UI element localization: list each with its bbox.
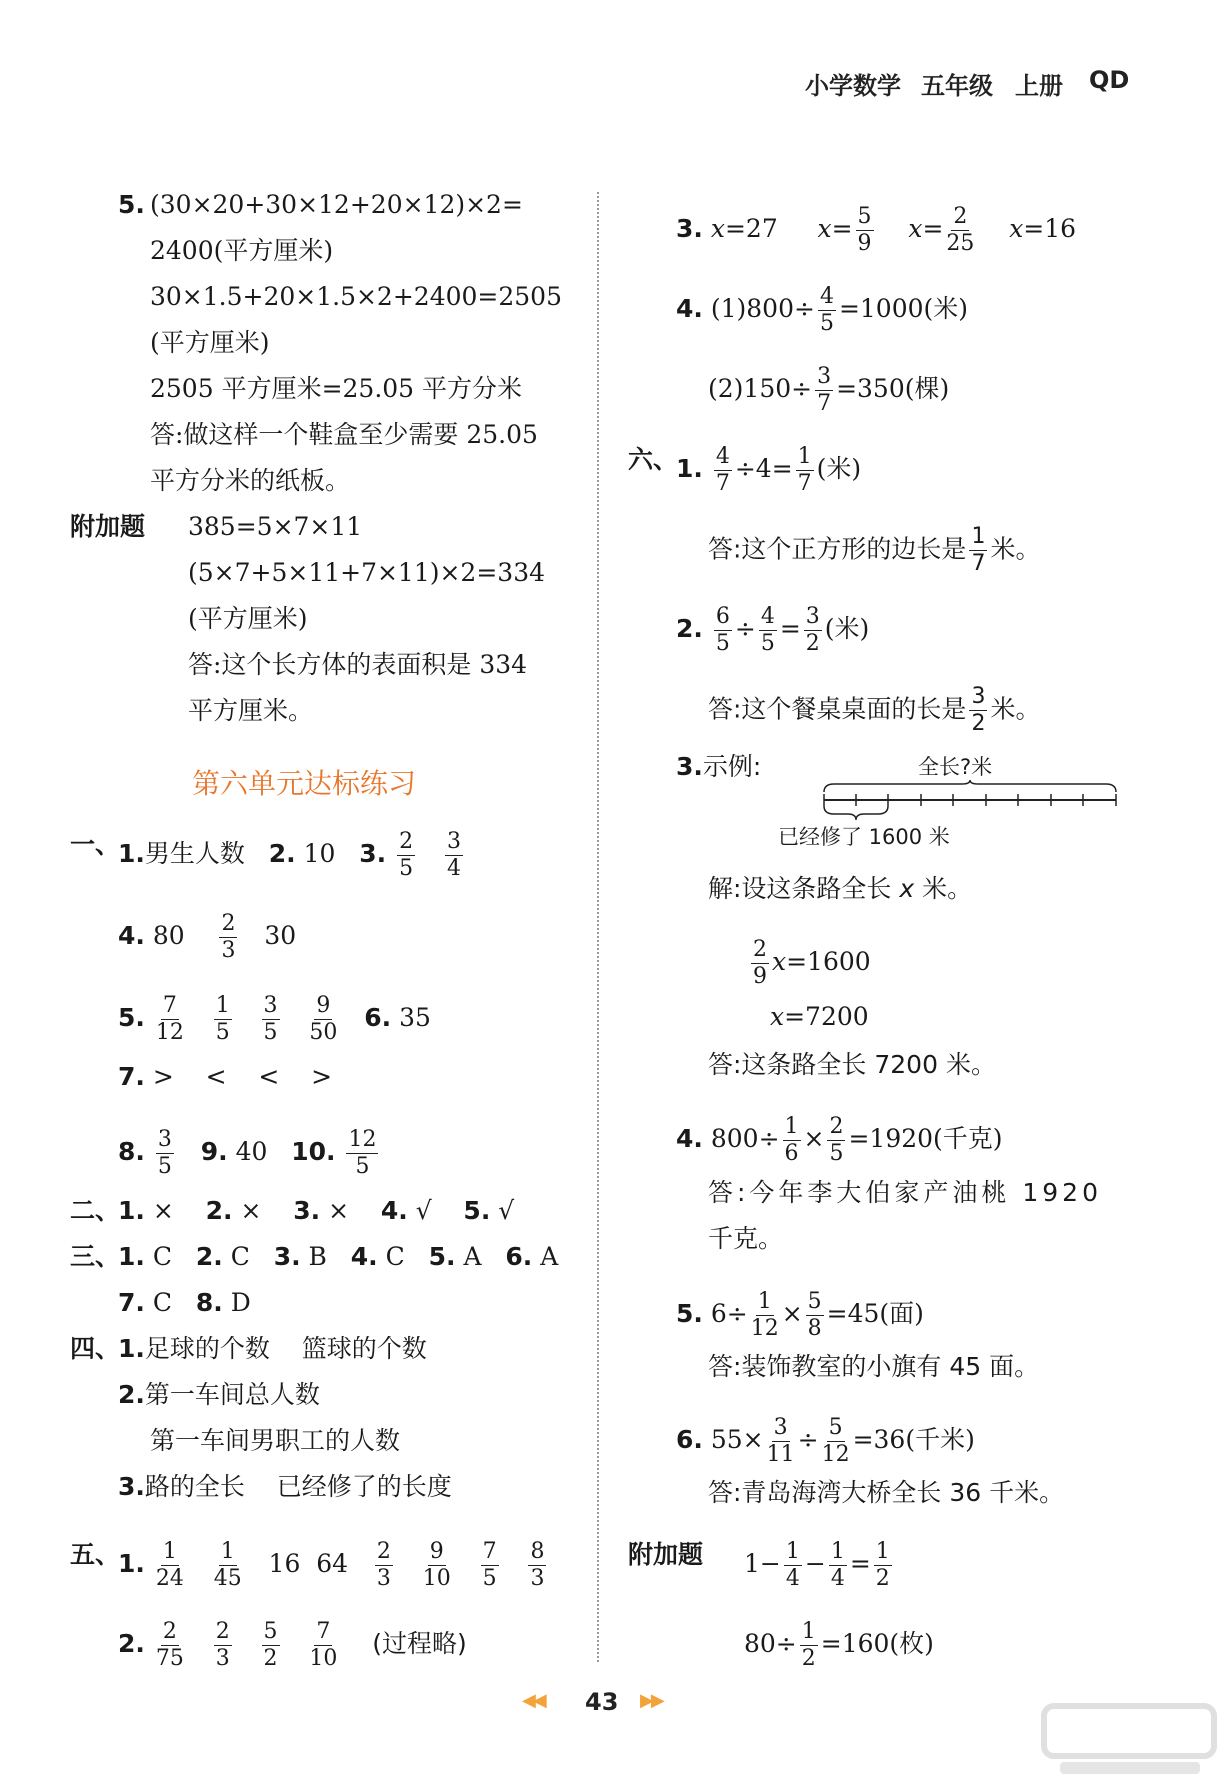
s3-row2: 7. C 8. D (118, 1288, 251, 1317)
s6-q6: 6. 55× $\frac{3}{11}$ ÷ $\frac{5}{12}$ =36(千米) (676, 1415, 975, 1467)
header-volume: 上册 (1015, 72, 1063, 100)
s6-q2-answer: 答:这个餐桌桌面的长是 $\frac{3}{2}$ 米。 (708, 684, 1041, 736)
answer-line: 2505 平方厘米=25.05 平方分米 (150, 374, 523, 403)
s6-q5: 5. 6÷ $\frac{1}{12}$ × $\frac{5}{8}$ =45(面) (676, 1289, 924, 1341)
s6-q3-answer: 答:这条路全长 7200 米。 (708, 1050, 996, 1079)
next-page-icon[interactable]: ▶▶ (640, 1690, 662, 1711)
answer-line: (平方厘米) (150, 328, 270, 357)
page-number: 43 (585, 1688, 619, 1716)
header-grade: 五年级 (921, 72, 993, 100)
s6-q3-label: 3.示例: (676, 752, 762, 781)
extra-label: 附加题 (70, 512, 146, 541)
s2-row: 1. × 2. × 3. × 4. √ 5. √ (118, 1196, 515, 1225)
road-diagram (820, 780, 1120, 822)
answer-line: 平方厘米。 (188, 696, 314, 725)
right-q4-1: 4. (1)800÷ $\frac{4}{5}$ =1000(米) (676, 284, 969, 336)
s6-q4: 4. 800÷ $\frac{1}{6}$ × $\frac{2}{5}$ =1920(千克) (676, 1114, 1003, 1166)
unit-title: 第六单元达标练习 (192, 767, 417, 800)
answer-line: 答:做这样一个鞋盒至少需要 25.05 (150, 420, 538, 449)
right-extra-eq1: 1− $\frac{1}{4}$ − $\frac{1}{4}$ = $\frac{1}{2}$ (744, 1539, 890, 1591)
answer-line: (30×20+30×12+20×12)×2= (150, 190, 523, 219)
extra-label: 附加题 (628, 1540, 704, 1569)
section-label: 二、 (70, 1196, 121, 1225)
diagram-bottom-label: 已经修了 1600 米 (778, 825, 950, 849)
s1-row1: 1.男生人数 2. 10 3. $\frac{2}{5}$ $\frac{3}{4}$ (118, 829, 461, 881)
s5-row1: 1. $\frac{1}{24}$ $\frac{1}{45}$ 16 64 $\frac{2}{3}$ $\frac{9}{10}$ $\frac{7}{5}$ $\frac{8}{3}$ (118, 1539, 545, 1591)
header-edition: QD (1089, 66, 1130, 94)
s1-row5: 8. $\frac{3}{5}$ 9. 40 10. $\frac{12}{5}$ (118, 1127, 377, 1179)
diagram-top-label: 全长?米 (918, 755, 993, 779)
s4-row1: 1.足球的个数 篮球的个数 (118, 1334, 427, 1363)
s6-q6-answer: 答:青岛海湾大桥全长 36 千米。 (708, 1478, 1065, 1507)
answer-line: 2400(平方厘米) (150, 236, 334, 265)
s3-row1: 1. C 2. C 3. B 4. C 5. A 6. A (118, 1242, 559, 1271)
s1-row3: 5. $\frac{7}{12}$ $\frac{1}{5}$ $\frac{3}{5}$ $\frac{9}{50}$ 6. 35 (118, 993, 431, 1045)
header-subject: 小学数学 (805, 72, 901, 100)
s6-q3-eq1: $\frac{2}{9}$ x=1600 (753, 937, 871, 989)
section-label: 六、 (628, 445, 679, 474)
prev-page-icon[interactable]: ◀◀ (522, 1690, 544, 1711)
answer-line: 30×1.5+20×1.5×2+2400=2505 (150, 282, 562, 311)
watermark-logo (1040, 1700, 1220, 1780)
right-extra-eq2: 80÷ $\frac{1}{2}$ =160(枚) (744, 1619, 934, 1671)
answer-line: 385=5×7×11 (188, 512, 363, 541)
right-q3: 3. x=27 x= $\frac{5}{9}$ x= $\frac{2}{25}$ x=16 (676, 204, 1077, 256)
s5-row2: 2. $\frac{2}{75}$ $\frac{2}{3}$ $\frac{5}{2}$ $\frac{7}{10}$ (过程略) (118, 1619, 467, 1671)
s6-q1-answer: 答:这个正方形的边长是 $\frac{1}{7}$ 米。 (708, 524, 1041, 576)
s1-row4: 7. > < < > (118, 1062, 333, 1091)
s6-q5-answer: 答:装饰教室的小旗有 45 面。 (708, 1352, 1040, 1381)
s1-row2: 4. 80 $\frac{2}{3}$ 30 (118, 911, 297, 963)
answer-line: (5×7+5×11+7×11)×2=334 (188, 558, 546, 587)
s4-row2b: 第一车间男职工的人数 (150, 1426, 401, 1455)
section-label: 五、 (70, 1540, 121, 1569)
s6-q3-eq2: x=7200 (770, 1002, 869, 1031)
section-label: 一、 (70, 830, 121, 859)
section-label: 四、 (70, 1334, 121, 1363)
s4-row2: 2.第一车间总人数 (118, 1380, 320, 1409)
answer-line: (平方厘米) (188, 604, 308, 633)
s6-q3-solution: 解:设这条路全长 x 米。 (708, 874, 973, 903)
section-label: 三、 (70, 1242, 121, 1271)
answer-line: 平方分米的纸板。 (150, 466, 351, 495)
s4-row3: 3.路的全长 已经修了的长度 (118, 1472, 452, 1501)
s6-q4-answer2: 千克。 (708, 1224, 784, 1253)
s6-q2: 2. $\frac{6}{5}$ ÷ $\frac{4}{5}$ = $\frac{3}{2}$ (米) (676, 604, 870, 656)
column-divider (597, 192, 599, 1662)
answer-line: 答:这个长方体的表面积是 334 (188, 650, 528, 679)
s6-q4-answer1: 答:今年李大伯家产油桃 1920 (708, 1178, 1102, 1207)
s6-q1: 1. $\frac{4}{7}$ ÷4= $\frac{1}{7}$ (米) (676, 444, 862, 496)
right-q4-2: (2)150÷ $\frac{3}{7}$ =350(棵) (708, 364, 950, 416)
q-number: 5. (118, 190, 145, 219)
